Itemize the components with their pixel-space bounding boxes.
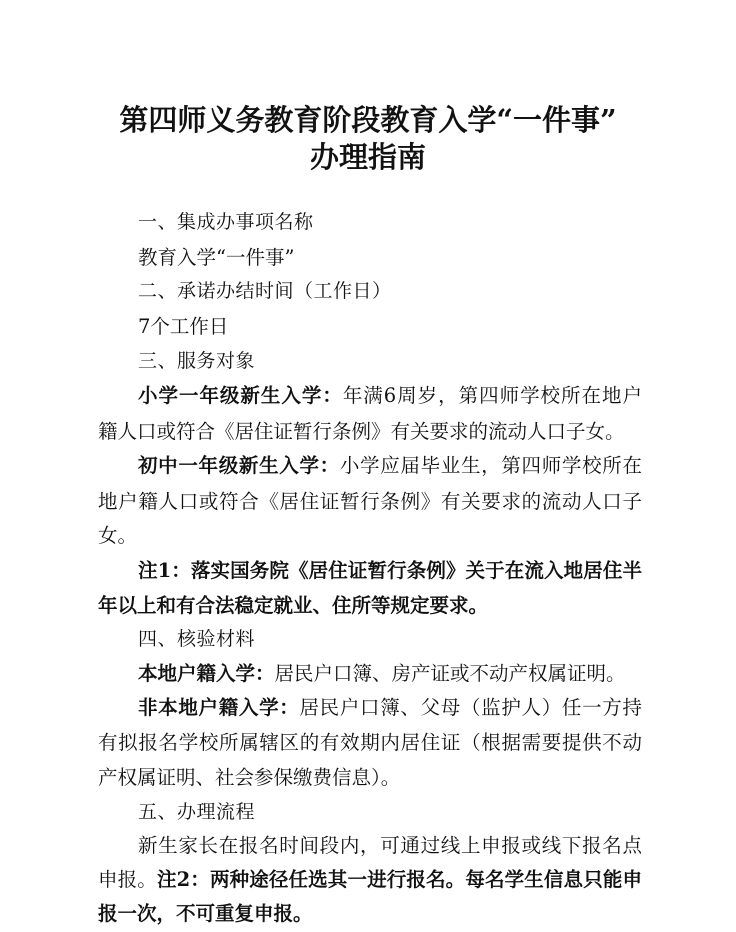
section-3-note-line-2: 年以上和有合法稳定就业、住所等规定要求。 [98,594,489,617]
section-3-paragraph-2-line-2: 地户籍人口或符合《居住证暂行条例》有关要求的流动人口子 [98,490,642,513]
section-4-paragraph-2-line-3: 产权属证明、社会参保缴费信息）。 [98,766,401,789]
section-2-heading: 二、承诺办结时间（工作日） [138,280,392,302]
section-5-line-1: 新生家长在报名时间段内，可通过线上申报或线下报名点 [138,834,642,857]
local-household-label: 本地户籍入学： [138,662,275,685]
section-4-paragraph-2-line-1 [138,690,642,726]
section-1-text: 教育入学“一件事” [138,246,295,269]
section-4-paragraph-2-line-2: 有拟报名学校所属辖区的有效期内居住证（根据需要提供不动 [98,731,642,754]
section-5-heading: 五、办理流程 [138,801,256,823]
section-5-line-2-text: 申报。 [98,868,157,891]
section-3-paragraph-2-line-3: 女。 [98,524,138,547]
section-3-heading: 三、服务对象 [138,350,256,372]
section-3-paragraph-1-line-2: 籍人口或符合《居住证暂行条例》有关要求的流动人口子女。 [98,420,625,443]
document-title-line-1: 第四师义务教育阶段教育入学“一件事” [119,103,617,137]
section-4-paragraph-1 [138,656,642,692]
section-4-heading: 四、核验材料 [138,628,256,650]
section-5-line-3: 报一次，不可重复申报。 [98,902,313,925]
section-3-paragraph-1-line-1 [138,378,642,414]
junior-enrollment-label: 初中一年级新生入学： [138,454,340,477]
section-2-text: 7个工作日 [138,315,229,338]
nonlocal-household-label: 非本地户籍入学： [138,696,300,719]
document-title-line-2: 办理指南 [309,140,426,174]
section-5-line-2 [98,862,642,898]
section-3-note-line-1: 注1：落实国务院《居住证暂行条例》关于在流入地居住半 [138,559,642,582]
local-household-text: 居民户口簿、房产证或不动产权属证明。 [274,662,626,685]
primary-enrollment-text-1: 年满6周岁，第四师学校所在地户 [342,384,642,407]
nonlocal-household-text-1: 居民户口簿、父母（监护人）任一方持 [299,696,642,719]
junior-enrollment-text-1: 小学应届毕业生，第四师学校所在 [339,454,642,477]
section-5-note-2: 注2：两种途径任选其一进行报名。每名学生信息只能申 [156,868,642,891]
primary-enrollment-label: 小学一年级新生入学： [138,384,343,407]
section-1-heading: 一、集成办事项名称 [138,211,314,233]
section-3-paragraph-2-line-1 [138,448,642,484]
